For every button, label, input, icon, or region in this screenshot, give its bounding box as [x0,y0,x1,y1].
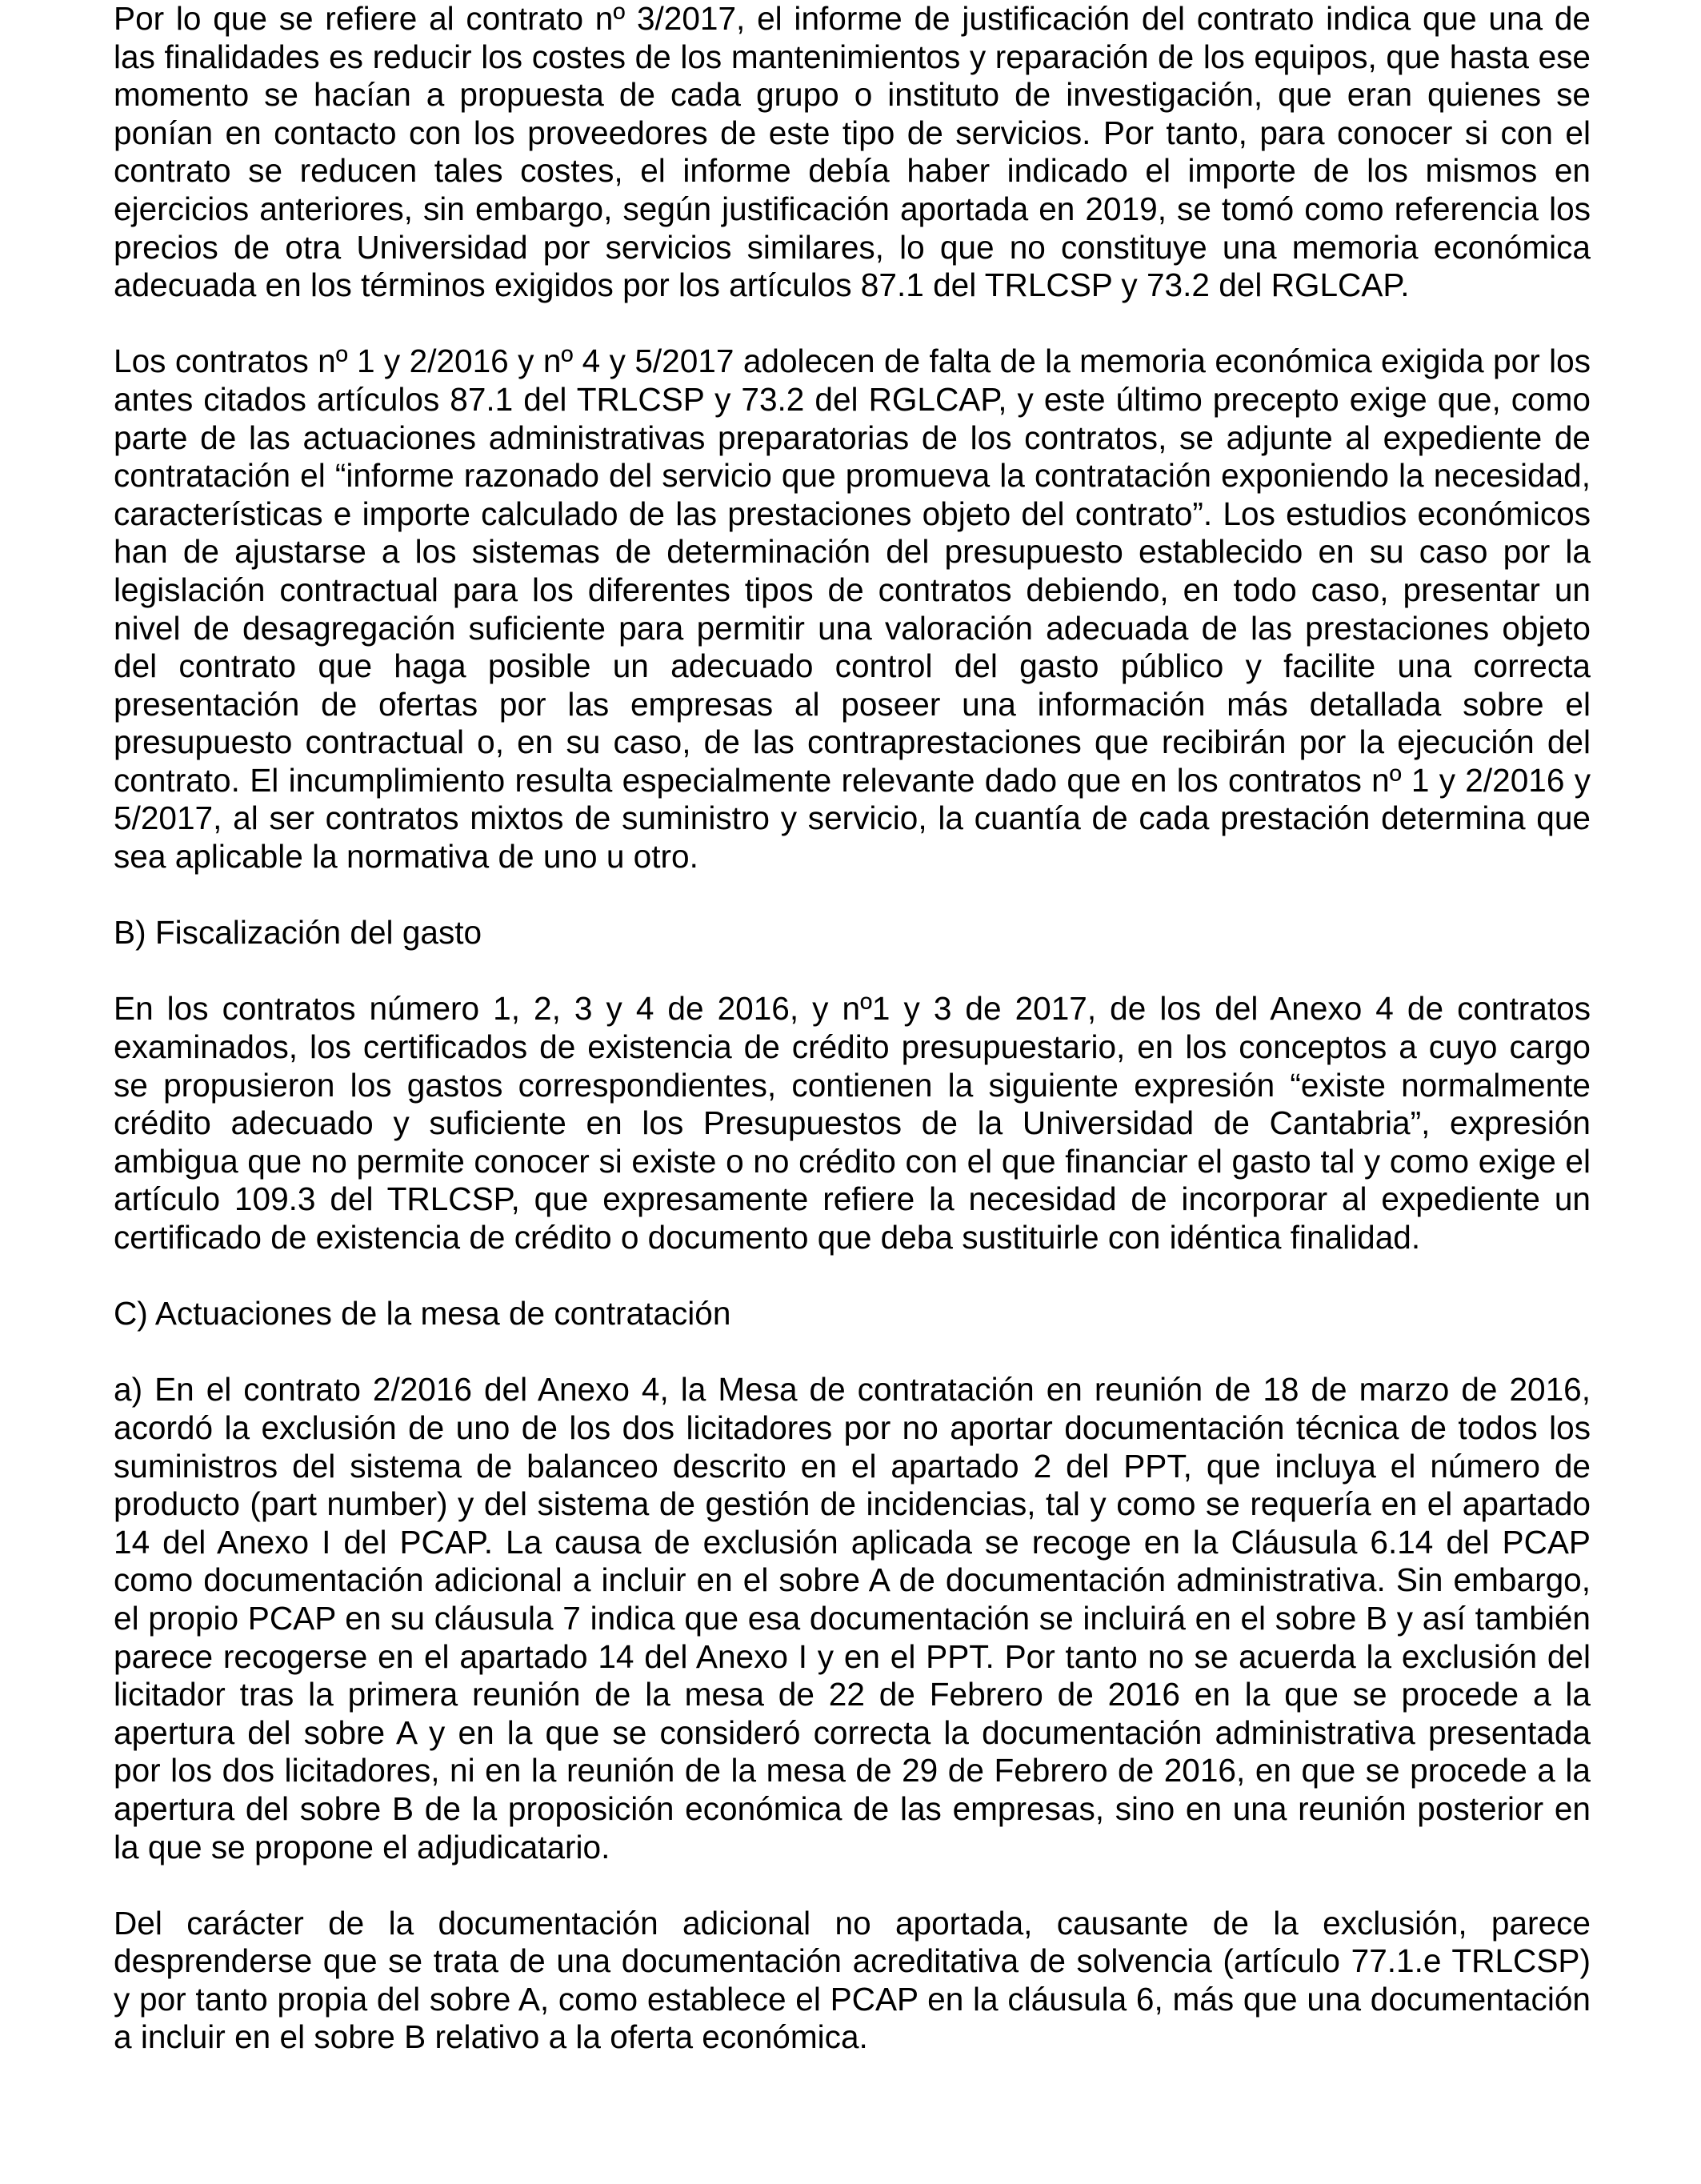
paragraph-gap [114,1333,1591,1372]
section-heading-mesa-contratacion: C) Actuaciones de la mesa de contratación [114,1295,731,1332]
paragraph-gap [114,876,1591,915]
paragraph-memoria-economica: Los contratos nº 1 y 2/2016 y nº 4 y 5/2017 adolecen de falta de la memoria económica exigida por los antes citados artículos 87.1 del TRLCSP y 73.2 del RGLCAP, y este último precepto exige que, como parte de las actuaciones administrativas preparatorias de los contratos, se adjunte al expediente de contratación el “informe razonado del servicio que promueva la contratación exponiendo la necesidad, características e importe calculado de las prestaciones objeto del contrato”. Los estudios económicos han de ajustarse a los sistemas de determinación del presupuesto establecido en su caso por la legislación contractual para los diferentes tipos de contratos debiendo, en todo caso, presentar un nivel de desagregación suficiente para permitir una valoración adecuada de las prestaciones objeto del contrato que haga posible un adecuado control del gasto público y facilite una correcta presentación de ofertas por las empresas al poseer una información más detallada sobre el presupuesto contractual o, en su caso, de las contraprestaciones que recibirán por la ejecución del contrato. El incumplimiento resulta especialmente relevante dado que en los contratos nº 1 y 2/2016 y 5/2017, al ser contratos mixtos de suministro y servicio, la cuantía de cada prestación determina que sea aplicable la normativa de uno u otro. [114,343,1591,876]
paragraph-gap [114,305,1591,343]
paragraph-contrato-3-2017: Por lo que se refiere al contrato nº 3/2017, el informe de justificación del contrato indica que una de las finalidades es reducir los costes de los mantenimientos y reparación de los equipos, que hasta ese momento se hacían a propuesta de cada grupo o instituto de investigación, que eran quienes se ponían en contacto con los proveedores de este tipo de servicios. Por tanto, para conocer si con el contrato se reducen tales costes, el informe debía haber indicado el importe de los mismos en ejercicios anteriores, sin embargo, según justificación aportada en 2019, se tomó como referencia los precios de otra Universidad por servicios similares, lo que no constituye una memoria económica adecuada en los términos exigidos por los artículos 87.1 del TRLCSP y 73.2 del RGLCAP. [114,0,1591,304]
paragraph-certificados-credito: En los contratos número 1, 2, 3 y 4 de 2016, y nº1 y 3 de 2017, de los del Anexo 4 de contratos examinados, los certificados de existencia de crédito presupuestario, en los conceptos a cuyo cargo se propusieron los gastos correspondientes, contienen la siguiente expresión “existe normalmente crédito adecuado y suficiente en los Presupuestos de la Universidad de Cantabria”, expresión ambigua que no permite conocer si existe o no crédito con el que financiar el gasto tal y como exige el artículo 109.3 del TRLCSP, que expresamente refiere la necesidad de incorporar al expediente un certificado de existencia de crédito o documento que deba sustituirle con idéntica finalidad. [114,990,1591,1256]
paragraph-gap [114,1257,1591,1296]
paragraph-exclusion-licitador: a) En el contrato 2/2016 del Anexo 4, la Mesa de contratación en reunión de 18 de marzo de 2016, acordó la exclusión de uno de los dos licitadores por no aportar documentación técnica de todos los suministros del sistema de balanceo descrito en el apartado 2 del PPT, que incluya el número de producto (part number) y del sistema de gestión de incidencias, tal y como se requería en el apartado 14 del Anexo I del PCAP. La causa de exclusión aplicada se recoge en la Cláusula 6.14 del PCAP como documentación adicional a incluir en el sobre A de documentación administrativa. Sin embargo, el propio PCAP en su cláusula 7 indica que esa documentación se incluirá en el sobre B y así también parece recogerse en el apartado 14 del Anexo I y en el PPT. Por tanto no se acuerda la exclusión del licitador tras la primera reunión de la mesa de 22 de Febrero de 2016 en la que se procede a la apertura del sobre A y en la que se consideró correcta la documentación administrativa presentada por los dos licitadores, ni en la reunión de la mesa de 29 de Febrero de 2016, en que se procede a la apertura del sobre B de la proposición económica de las empresas, sino en una reunión posterior en la que se propone el adjudicatario. [114,1371,1591,1865]
section-heading-fiscalizacion: B) Fiscalización del gasto [114,914,482,952]
document-page [114,0,1591,2057]
paragraph-gap [114,1866,1591,1905]
paragraph-gap [114,952,1591,991]
paragraph-documentacion-adicional: Del carácter de la documentación adicional no aportada, causante de la exclusión, parece desprenderse que se trata de una documentación acreditativa de solvencia (artículo 77.1.e TRLCSP) y por tanto propia del sobre A, como establece el PCAP en la cláusula 6, más que una documentación a incluir en el sobre B relativo a la oferta económica. [114,1904,1591,2056]
